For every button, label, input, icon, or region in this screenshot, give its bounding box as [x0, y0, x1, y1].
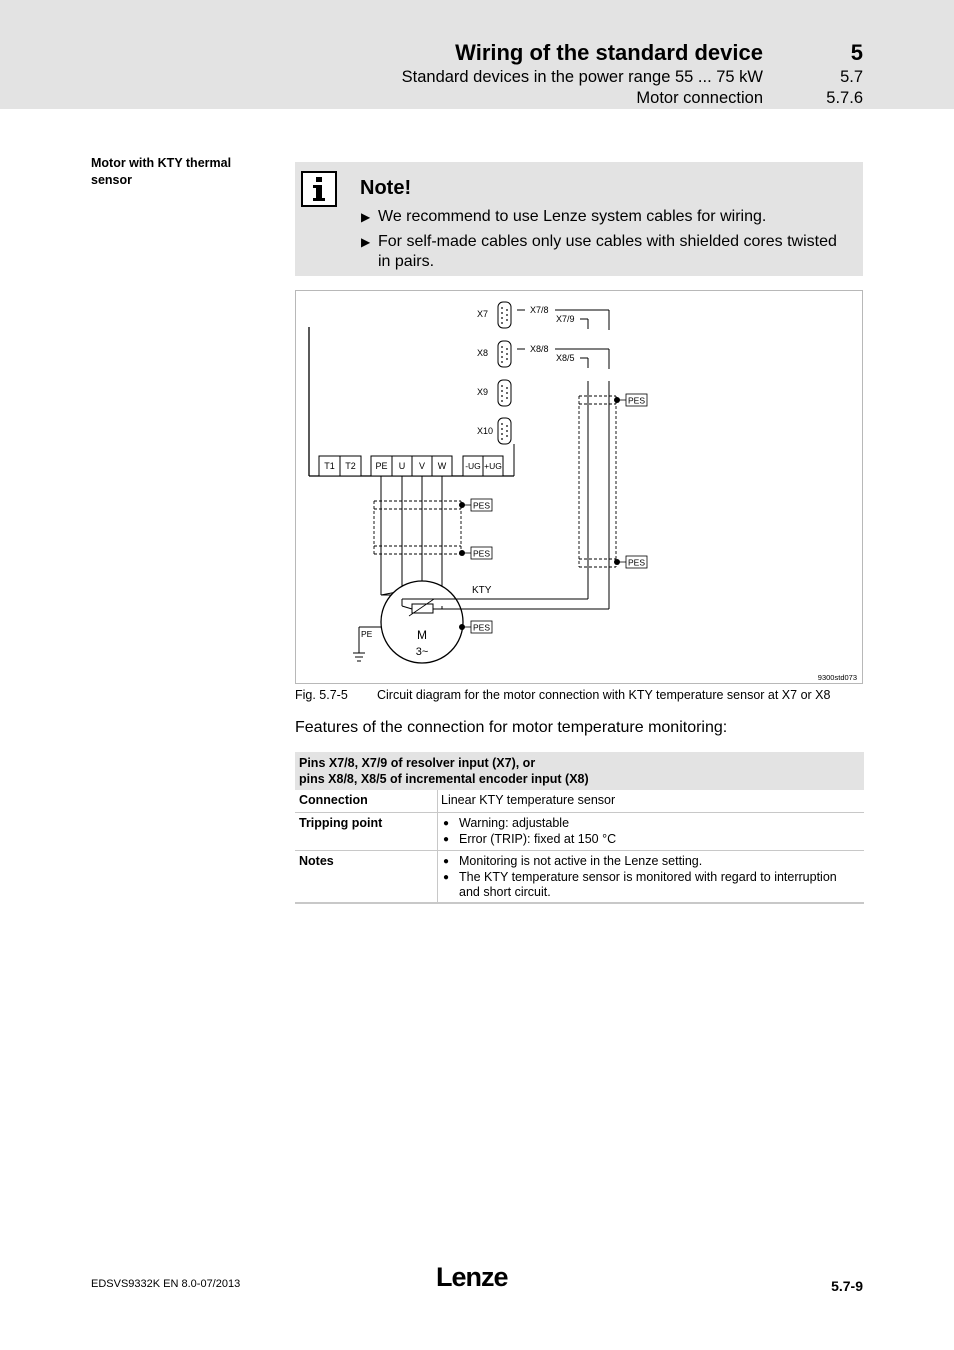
side-heading: Motor with KTY thermal sensor: [91, 156, 232, 187]
list-item: ● The KTY temperature sensor is monitored with regard to interruption and short circuit.: [441, 870, 861, 901]
svg-text:+UG: +UG: [484, 461, 502, 471]
figure-label: Fig. 5.7-5: [295, 688, 348, 702]
svg-text:KTY: KTY: [472, 585, 492, 596]
arrow-icon: ▶: [361, 234, 371, 249]
info-icon: [301, 171, 337, 207]
svg-text:PE: PE: [375, 461, 388, 471]
svg-text:PES: PES: [472, 622, 491, 633]
motor-cables: [381, 476, 442, 595]
kty-cable-shield: [579, 396, 616, 567]
svg-text:3~: 3~: [415, 646, 429, 658]
list-item: ● Monitoring is not active in the Lenze setting.: [441, 854, 861, 870]
svg-text:X8/8: X8/8: [530, 344, 549, 354]
terminal-block: [319, 456, 503, 476]
table-row: Notes ● Monitoring is not active in the Lenze setting. ● The KTY temperature sensor is monitored with regard to interruption and short circuit.: [295, 851, 864, 904]
pin-wiring: [517, 305, 609, 369]
chapter-title: Wiring of the standard device: [455, 40, 763, 65]
svg-text:V: V: [418, 461, 426, 471]
svg-text:X8: X8: [477, 348, 489, 358]
svg-text:PES: PES: [472, 500, 491, 511]
features-intro: Features of the connection for motor temperature monitoring:: [295, 719, 728, 736]
note-box: [295, 162, 863, 276]
page-header: [0, 0, 954, 109]
table-row: Tripping point ● Warning: adjustable ● Error (TRIP): fixed at 150 °C: [295, 813, 864, 851]
svg-text:X10: X10: [477, 426, 494, 436]
table-header: Pins X7/8, X7/9 of resolver input (X7), or pins X8/8, X8/5 of incremental encoder input (X8): [295, 752, 864, 790]
note-item: ▶ For self-made cables only use cables with shielded cores twisted in pairs.: [361, 232, 837, 270]
table-row: Connection Linear KTY temperature sensor: [295, 790, 864, 813]
circuit-diagram: [295, 290, 863, 684]
note-title: Note!: [360, 177, 412, 199]
lenze-logo: Lenze: [436, 1262, 508, 1292]
list-item: ● Warning: adjustable: [441, 816, 861, 832]
svg-text:T2: T2: [345, 461, 356, 471]
svg-text:PE: PE: [361, 629, 373, 639]
note-list: [361, 207, 851, 277]
section-title: Standard devices in the power range 55 ... 75 kW: [401, 68, 763, 86]
svg-text:T1: T1: [324, 461, 335, 471]
note-item: ▶ We recommend to use Lenze system cables for wiring.: [361, 207, 851, 228]
arrow-icon: ▶: [361, 210, 371, 224]
subsection-number: 5.7.6: [826, 89, 863, 107]
svg-text:X7/9: X7/9: [556, 314, 575, 324]
svg-text:U: U: [398, 461, 406, 471]
svg-text:X7/8: X7/8: [530, 305, 549, 315]
features-table: [295, 752, 864, 904]
section-number: 5.7: [840, 68, 863, 86]
svg-text:PES: PES: [627, 395, 646, 406]
svg-text:-UG: -UG: [465, 461, 481, 471]
connector-x7: [477, 302, 511, 328]
figure-text: Circuit diagram for the motor connection with KTY temperature sensor at X7 or X8: [377, 688, 831, 702]
svg-text:PES: PES: [627, 557, 646, 568]
figure-id: 9300std073: [817, 673, 857, 682]
svg-text:X7: X7: [477, 309, 489, 319]
svg-text:M: M: [417, 628, 427, 642]
page-number: 5.7-9: [831, 1278, 863, 1294]
svg-text:X9: X9: [477, 387, 489, 397]
svg-text:W: W: [437, 461, 447, 471]
kty-cable: [588, 381, 609, 609]
connector-x10: [477, 418, 511, 444]
list-item: ● Error (TRIP): fixed at 150 °C: [441, 832, 861, 848]
connector-x8: [477, 341, 511, 367]
svg-text:X8/5: X8/5: [556, 353, 575, 363]
chapter-number: 5: [850, 40, 863, 65]
cable-shield: [374, 501, 461, 554]
subsection-title: Motor connection: [636, 89, 763, 107]
connector-x9: [477, 380, 511, 406]
doc-id: EDSVS9332K EN 8.0-07/2013: [91, 1278, 241, 1290]
svg-text:PES: PES: [472, 548, 491, 559]
